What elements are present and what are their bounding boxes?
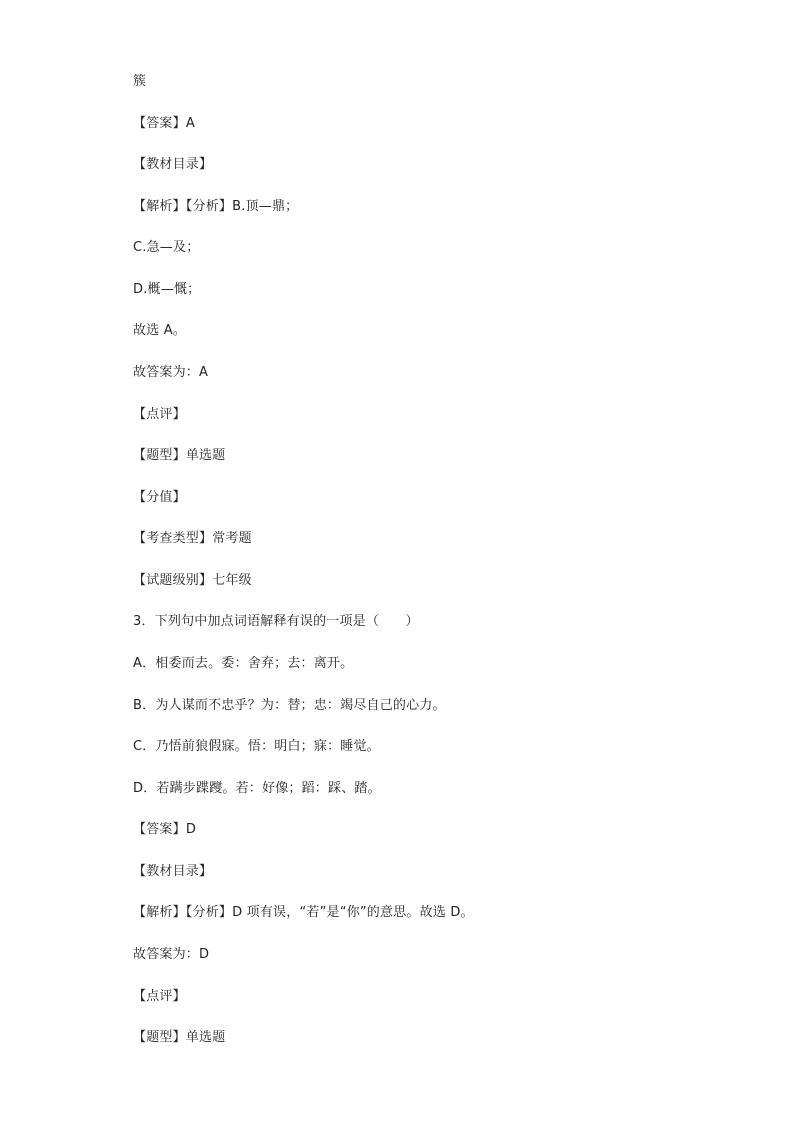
line-text: 故选 A。 — [133, 323, 187, 338]
text-line — [133, 320, 186, 342]
line-text: D — [185, 822, 197, 837]
line-text: A．相委而去。委：舍弃；去：离开。 — [133, 656, 354, 671]
grade-level-line — [133, 570, 252, 592]
option-b — [133, 695, 446, 717]
line-tag: 【考查类型】 — [133, 531, 213, 546]
line-tag: 【分值】 — [133, 490, 186, 505]
answer-line — [133, 113, 195, 135]
line-text: B.顶—鼎； — [232, 199, 299, 214]
line-tag: 【解析】【分析】 — [133, 199, 233, 214]
line-tag: 【题型】 — [133, 1030, 186, 1045]
text-line — [133, 362, 208, 384]
comment-line — [133, 404, 186, 426]
line-tag: 【点评】 — [133, 407, 186, 422]
line-tag: 【答案】 — [133, 116, 186, 131]
line-text: D.概—慨； — [133, 282, 201, 297]
line-text: A — [185, 116, 195, 131]
line-tag: 【教材目录】 — [133, 157, 213, 172]
text-line — [133, 279, 200, 301]
line-text: B．为人谋而不忠乎？为：替；忠：竭尽自己的心力。 — [133, 698, 446, 713]
text-line — [133, 237, 199, 259]
answer-line — [133, 819, 196, 841]
option-a — [133, 653, 353, 675]
line-text: 簇 — [133, 74, 147, 89]
question-type-line — [133, 445, 225, 467]
line-text: C.急—及； — [133, 240, 200, 255]
line-text: 七年级 — [212, 573, 252, 588]
line-tag: 【答案】 — [133, 822, 186, 837]
question-type-line — [133, 1027, 225, 1049]
textbook-catalog-line — [133, 861, 212, 883]
line-tag: 【教材目录】 — [133, 864, 213, 879]
line-text: C．乃悟前狼假寐。悟：明白；寐：睡觉。 — [133, 739, 380, 754]
analysis-line — [133, 196, 298, 218]
line-text: 常考题 — [212, 531, 252, 546]
line-text: D．若蹒步蹀躞。若：好像；蹈：踩、踏。 — [133, 781, 381, 796]
question-stem — [133, 611, 419, 633]
line-tag: 【解析】【分析】 — [133, 905, 233, 920]
exam-type-line — [133, 528, 252, 550]
line-text: 单选题 — [185, 1030, 226, 1045]
text-line — [133, 71, 146, 93]
line-text: 单选题 — [185, 448, 226, 463]
score-line — [133, 487, 186, 509]
textbook-catalog-line — [133, 154, 212, 176]
line-text: 故答案为：A — [133, 365, 209, 380]
line-text: 故答案为：D — [133, 947, 210, 962]
line-tag: 【题型】 — [133, 448, 186, 463]
text-line — [133, 944, 209, 966]
option-d — [133, 778, 381, 800]
line-text: D 项有误，“若”是“你”的意思。故选 D。 — [232, 905, 474, 920]
line-tag: 【点评】 — [133, 989, 186, 1004]
option-c — [133, 736, 380, 758]
line-text: 3．下列句中加点词语解释有误的一项是（ ） — [133, 614, 419, 629]
comment-line — [133, 986, 186, 1008]
line-tag: 【试题级别】 — [133, 573, 213, 588]
analysis-line — [133, 902, 474, 924]
